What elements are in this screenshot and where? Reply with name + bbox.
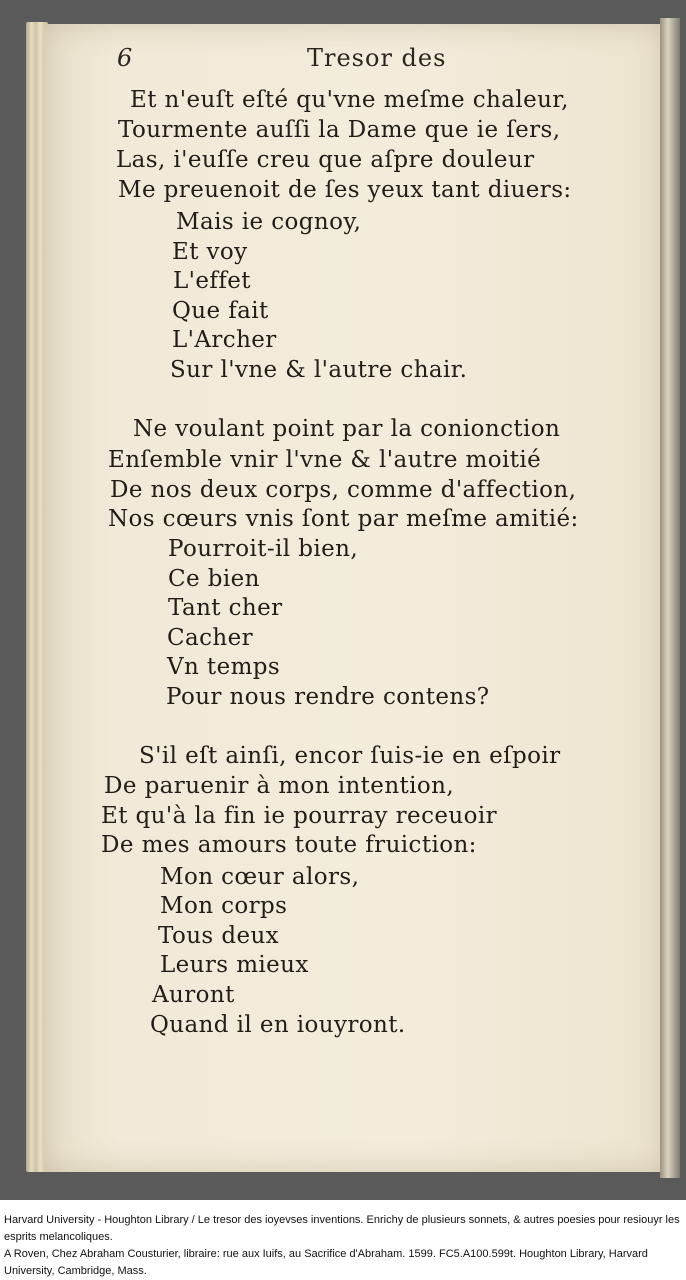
page-edge-right [660, 18, 680, 1178]
poem-line: Pour nous rendre contens? [166, 684, 490, 710]
poem-line: Sur l'vne & l'autre chair. [170, 357, 468, 383]
image-caption [4, 1212, 682, 1280]
poem-line: Et n'euſt eſté qu'vne meſme chaleur, [130, 87, 569, 113]
poem-line: Pourroit-il bien, [168, 536, 359, 562]
caption-imprint-line: A Roven, Chez Abraham Cousturier, libraire: rue aux Iuifs, au Sacrifice d'Abraham. 1599. FC5.A100.599t. Houghton Library, Harvard University, Cambridge, Mass. [4, 1248, 648, 1277]
poem-line: Tant cher [168, 595, 283, 621]
poem-line: Mon cœur alors, [160, 864, 360, 890]
poem-line: Ce bien [168, 566, 260, 592]
poem-line: De paruenir à mon intention, [104, 773, 455, 799]
poem-line: Que fait [172, 298, 269, 324]
poem-line: Et qu'à la fin ie pourray receuoir [101, 803, 497, 829]
poem-line: Auront [152, 982, 235, 1008]
poem-line: Mon corps [160, 893, 288, 919]
poem-line: Me preuenoit de ſes yeux tant diuers: [118, 177, 572, 203]
poem-line: Et voy [172, 239, 248, 265]
poem-line: Tous deux [158, 923, 280, 949]
poem-line: Mais ie cognoy, [176, 209, 362, 235]
page-header [117, 44, 557, 78]
poem-line: Tourmente auſſi la Dame que ie ſers, [118, 117, 561, 143]
poem-line: Leurs mieux [160, 952, 309, 978]
page-number: 6 [117, 44, 133, 72]
poem-line: Quand il en iouyront. [150, 1012, 406, 1038]
poem-line: Enſemble vnir l'vne & l'autre moitié [108, 447, 542, 473]
poem-line: Nos cœurs vnis ſont par meſme amitié: [108, 506, 579, 532]
running-title: Tresor des [307, 44, 447, 72]
poem-line: L'Archer [172, 327, 277, 353]
poem-line: L'effet [173, 268, 251, 294]
poem-line: De mes amours toute fruiction: [101, 832, 477, 858]
poem-line: Las, i'euſſe creu que aſpre douleur [116, 147, 535, 173]
poem-line: De nos deux corps, comme d'affection, [110, 477, 577, 503]
poem-line: S'il eſt ainſi, encor ſuis-ie en eſpoir [139, 743, 561, 769]
caption-source-line: Harvard University - Houghton Library / Le tresor des ioyevses inventions. Enrichy de plusieurs sonnets, & autres poesies pour resiouyr les esprits melancoliques. [4, 1214, 680, 1243]
poem-line: Cacher [167, 625, 254, 651]
poem-line: Vn temps [167, 654, 281, 680]
poem-line: Ne voulant point par la conionction [133, 416, 561, 442]
